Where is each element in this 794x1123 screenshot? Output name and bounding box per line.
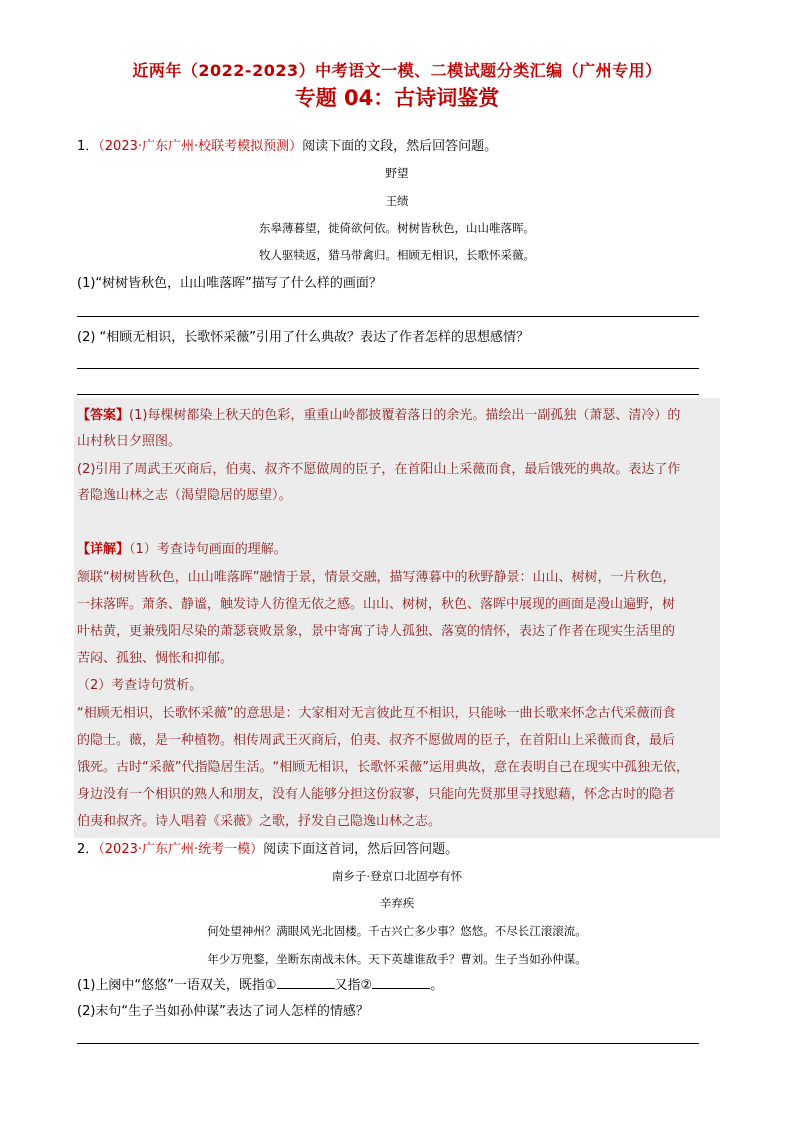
question-source: （2023·广东广州·统考一模） — [98, 842, 264, 857]
detail-section-1-head: （1）考查诗句画面的理解。 — [129, 542, 287, 557]
detail-text: 伯夷和叔齐。诗人唱着《采薇》之歌，抒发自己隐逸山林之志。 — [77, 814, 442, 829]
detail-text: 身边没有一个相识的熟人和朋友，没有人能够分担这份寂寥，只能向先贤那里寻找慰藉，怀念古时的隐者 — [77, 787, 676, 802]
poem-line: 东皋薄暮望，徙倚欲何依。树树皆秋色，山山唯落晖。 — [259, 221, 535, 235]
answer-1-line-2: 山村秋日夕照图。 — [77, 434, 182, 449]
sub-question-text: 又指② — [334, 978, 373, 993]
detail-text: 苦闷、孤独、惆怅和抑郁。 — [77, 651, 234, 666]
poem-line: 牧人驱犊返，猎马带禽归。相顾无相识，长歌怀采薇。 — [259, 248, 535, 262]
question-source: （2023·广东广州·校联考模拟预测） — [98, 139, 303, 154]
answer-line — [77, 1043, 699, 1044]
detail-text: 饿死。古时“采薇”代指隐居生活。“相顾无相识，长歌怀采薇”运用典故，意在表明自己在现实中孤独无依， — [77, 760, 689, 775]
detail-heading — [77, 537, 717, 563]
detail-text: 颔联“树树皆秋色，山山唯落晖”融情于景，情景交融，描写薄暮中的秋野静景：山山、树树，一片秋色， — [77, 570, 676, 585]
document-title: 近两年（2022-2023）中考语文一模、二模试题分类汇编（广州专用） — [132, 61, 662, 80]
answer-line — [77, 394, 699, 395]
poem-title: 野望 — [385, 166, 409, 180]
detail-section-2-head: （2）考查诗句赏析。 — [77, 678, 203, 693]
sub-question-text: (1)上阕中“悠悠”一语双关，既指① — [77, 978, 277, 993]
poem-line: 何处望神州？满眼风光北固楼。千古兴亡多少事？悠悠。不尽长江滚滚流。 — [207, 924, 587, 938]
detail-text: 的隐士。薇，是一种植物。相传周武王灭商后，伯夷、叔齐不愿做周的臣子，在首阳山上采薇而食，最后 — [77, 733, 676, 748]
answer-line — [77, 316, 699, 317]
answer-text: (1)每棵树都染上秋天的色彩，重重山岭都披覆着落日的余光。描绘出一副孤独（萧瑟、清冷）的 — [129, 408, 681, 423]
sub-question-2: (2)末句“生子当如孙仲谋”表达了词人怎样的情感？ — [77, 1004, 369, 1019]
detail-text: 一抹落晖。萧条、静谧，触发诗人彷徨无依之感。山山、树树，秋色、落晖中展现的画面是漫山遍野，树 — [77, 597, 676, 612]
answer-line — [77, 368, 699, 369]
answer-label: 【答案】 — [77, 408, 130, 423]
poem-title: 南乡子·登京口北固亭有怀 — [331, 869, 463, 883]
question-number: 1． — [77, 139, 99, 154]
answer-1-line-1 — [77, 403, 717, 429]
poem-author: 辛弃疾 — [379, 896, 415, 910]
question-instruction: 阅读下面这首词，然后回答问题。 — [263, 842, 459, 857]
question-2-stem — [77, 840, 458, 860]
sub-question-2: (2) “相顾无相识，长歌怀采薇”引用了什么典故？表达了作者怎样的思想感情？ — [77, 330, 530, 345]
question-1-stem — [77, 137, 497, 157]
topic-title: 专题 04：古诗词鉴赏 — [294, 86, 500, 110]
question-number: 2． — [77, 842, 99, 857]
sub-question-1 — [77, 976, 443, 996]
answer-2-line-2: 者隐逸山林之志（渴望隐居的愿望）。 — [77, 488, 292, 503]
detail-label: 【详解】 — [77, 542, 130, 557]
fill-blank-1[interactable] — [277, 976, 335, 989]
detail-text: “相顾无相识，长歌怀采薇”的意思是：大家相对无言彼此互不相识，只能咏一曲长歌来怀念古代采薇而食 — [77, 706, 676, 721]
sub-question-text: 。 — [430, 978, 444, 993]
question-instruction: 阅读下面的文段，然后回答问题。 — [302, 139, 498, 154]
sub-question-1: (1)“树树皆秋色，山山唯落晖”描写了什么样的画面？ — [77, 276, 382, 291]
detail-text: 叶枯黄，更兼残阳尽染的萧瑟衰败景象，景中寄寓了诗人孤独、落寞的情怀，表达了作者在现实生活里的 — [77, 624, 676, 639]
answer-2-line-1: (2)引用了周武王灭商后，伯夷、叔齐不愿做周的臣子，在首阳山上采薇而食，最后饿死的典故。表达了作 — [77, 462, 681, 477]
poem-line: 年少万兜鍪，坐断东南战未休。天下英雄谁敌手？曹刘。生子当如孙仲谋。 — [207, 952, 587, 966]
poem-author: 王绩 — [385, 194, 409, 208]
fill-blank-2[interactable] — [372, 976, 430, 989]
